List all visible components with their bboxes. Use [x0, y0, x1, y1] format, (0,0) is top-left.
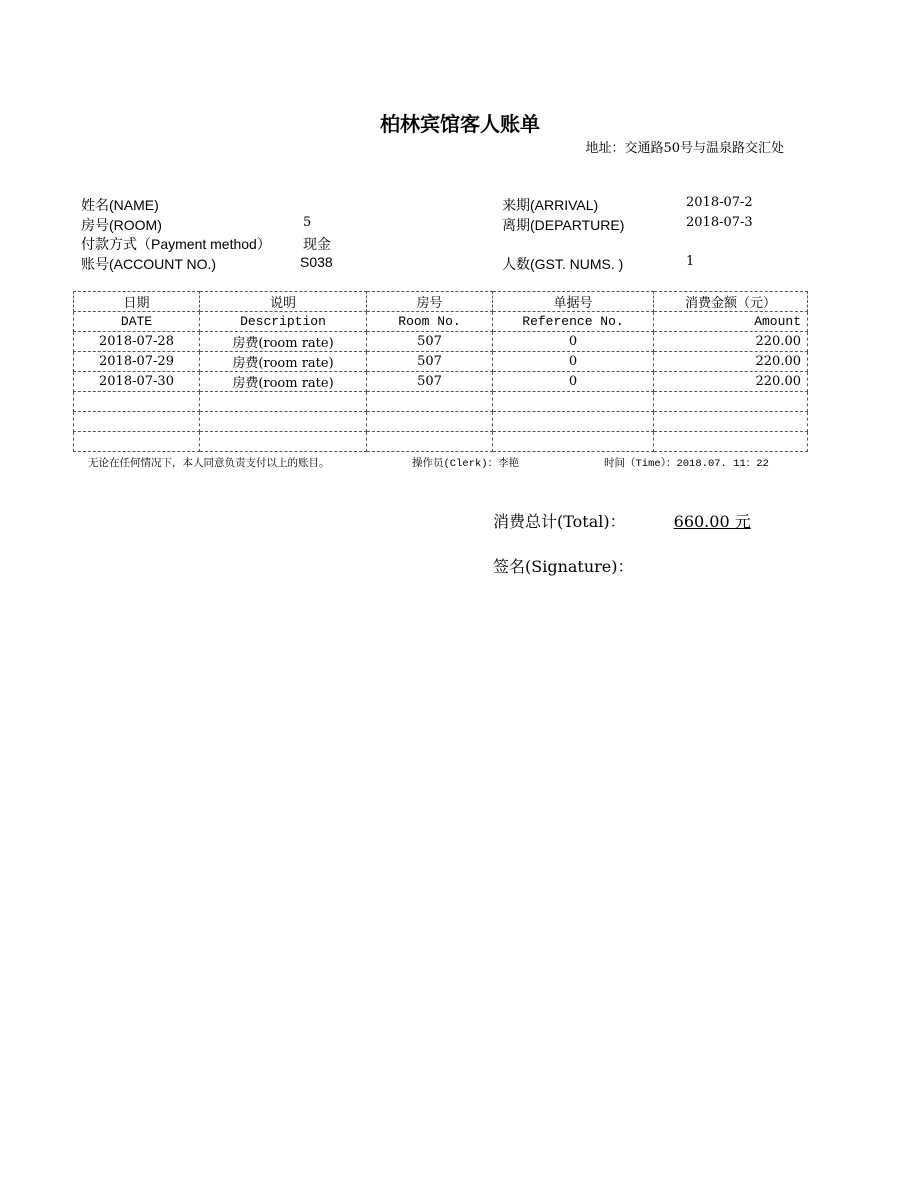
charges-table [73, 291, 808, 452]
row-reference: 0 [493, 332, 654, 352]
departure-value: 2018-07-3 [686, 215, 753, 230]
row-reference: 0 [493, 352, 654, 372]
header-description-cn: 说明 [200, 292, 367, 312]
table-row [74, 392, 808, 412]
header-room-en: Room No. [367, 312, 493, 332]
row-reference: 0 [493, 372, 654, 392]
header-amount-en: Amount [654, 312, 808, 332]
table-row [74, 352, 808, 372]
row-date: 2018-07-28 [74, 332, 200, 352]
header-room-cn: 房号 [367, 292, 493, 312]
row-room: 507 [367, 372, 493, 392]
header-reference-cn: 单据号 [493, 292, 654, 312]
row-room [367, 392, 493, 412]
table-row [74, 372, 808, 392]
total-label: 消费总计(Total)： [493, 512, 626, 531]
clerk-note: 操作员(Clerk)：李艳 [412, 458, 520, 470]
row-date [74, 432, 200, 452]
row-amount: 220.00 [654, 352, 808, 372]
table-header-cn [74, 292, 808, 312]
account-label: 账号(ACCOUNT NO.) [81, 256, 217, 272]
signature-label: 签名(Signature)： [493, 557, 634, 576]
table-row [74, 412, 808, 432]
room-value: 5 [303, 215, 312, 230]
row-description [200, 432, 367, 452]
header-reference-en: Reference No. [493, 312, 654, 332]
arrival-label: 来期(ARRIVAL) [502, 197, 599, 213]
account-value: S038 [300, 254, 333, 270]
row-date [74, 412, 200, 432]
row-reference [493, 412, 654, 432]
row-room: 507 [367, 332, 493, 352]
row-date: 2018-07-30 [74, 372, 200, 392]
header-amount-cn: 消费金额（元） [654, 292, 808, 312]
payment-label: 付款方式（Payment method） [81, 236, 271, 252]
payment-value: 现金 [303, 236, 331, 252]
row-reference [493, 432, 654, 452]
bill-title: 柏林宾馆客人账单 [380, 112, 540, 136]
row-room [367, 412, 493, 432]
row-description: 房费(room rate) [200, 352, 367, 372]
name-label: 姓名(NAME) [81, 197, 159, 213]
row-description [200, 412, 367, 432]
table-row [74, 332, 808, 352]
row-date [74, 392, 200, 412]
time-note: 时间（Time）：2018.07. 11：22 [604, 458, 769, 470]
agreement-note: 无论在任何情况下，本人同意负责支付以上的账目。 [88, 458, 330, 470]
departure-label: 离期(DEPARTURE) [502, 217, 625, 233]
row-description [200, 392, 367, 412]
header-date-cn: 日期 [74, 292, 200, 312]
guests-label: 人数(GST. NUMS. ) [502, 256, 624, 272]
table-header-en [74, 312, 808, 332]
row-amount [654, 432, 808, 452]
row-room: 507 [367, 352, 493, 372]
header-description-en: Description [200, 312, 367, 332]
row-date: 2018-07-29 [74, 352, 200, 372]
total-amount: 660.00 元 [673, 512, 751, 531]
row-reference [493, 392, 654, 412]
row-amount [654, 392, 808, 412]
row-amount [654, 412, 808, 432]
row-description: 房费(room rate) [200, 372, 367, 392]
arrival-value: 2018-07-2 [686, 195, 753, 210]
row-description: 房费(room rate) [200, 332, 367, 352]
table-row [74, 432, 808, 452]
row-room [367, 432, 493, 452]
row-amount: 220.00 [654, 372, 808, 392]
room-label: 房号(ROOM) [81, 217, 162, 233]
row-amount: 220.00 [654, 332, 808, 352]
header-date-en: DATE [74, 312, 200, 332]
guests-value: 1 [686, 254, 695, 269]
total-line [493, 509, 751, 532]
hotel-address: 地址：交通路50号与温泉路交汇处 [585, 141, 784, 156]
